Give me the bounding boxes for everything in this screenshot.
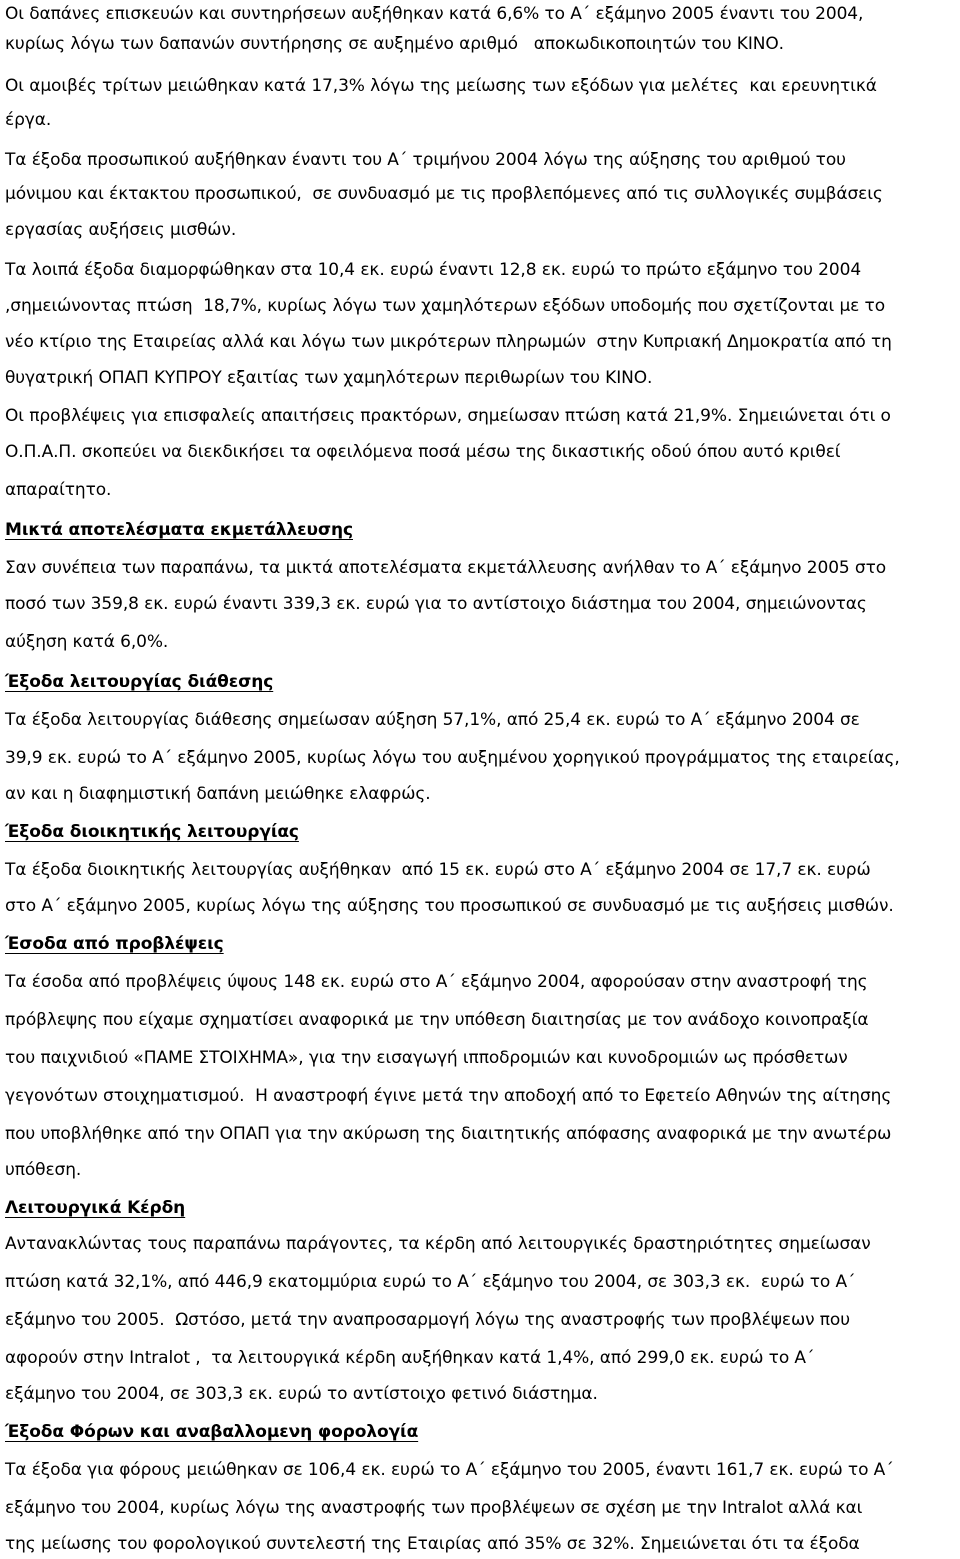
- text-line: εργασίας αυξήσεις μισθών.: [5, 220, 237, 240]
- text-line: εξάμηνο του 2004, σε 303,3 εκ. ευρώ το αντίστοιχο φετινό διάστημα.: [5, 1384, 598, 1404]
- text-line: Ο.Π.Α.Π. σκοπεύει να διεκδικήσει τα οφειλόμενα ποσά μέσω της δικαστικής οδού όπου αυτό κριθεί: [5, 442, 841, 462]
- text-line: Τα έσοδα από προβλέψεις ύψους 148 εκ. ευρώ στο Α΄ εξάμηνο 2004, αφορούσαν στην αναστροφή της: [5, 972, 868, 992]
- text-line: έργα.: [5, 110, 52, 130]
- text-line: στο Α΄ εξάμηνο 2005, κυρίως λόγω της αύξησης του προσωπικού σε συνδυασμό με τις αυξήσεις μισθών.: [5, 896, 894, 916]
- text-line: κυρίως λόγω των δαπανών συντήρησης σε αυξημένο αριθμό αποκωδικοποιητών του ΚΙΝΟ.: [5, 34, 784, 54]
- text-line: Τα έξοδα προσωπικού αυξήθηκαν έναντι του Α΄ τριμήνου 2004 λόγω της αύξησης του αριθμού του: [5, 150, 846, 170]
- text-line: υπόθεση.: [5, 1160, 82, 1180]
- section-heading: Λειτουργικά Κέρδη: [5, 1198, 186, 1218]
- text-line: του παιχνιδιού «ΠΑΜΕ ΣΤΟΙΧΗΜΑ», για την εισαγωγή ιπποδρομιών και κυνοδρομιών ως πρόσθετων: [5, 1048, 848, 1068]
- section-heading: Έσοδα από προβλέψεις: [5, 934, 224, 954]
- text-line: αν και η διαφημιστική δαπάνη μειώθηκε ελαφρώς.: [5, 784, 431, 804]
- text-line: αύξηση κατά 6,0%.: [5, 632, 169, 652]
- text-line: Τα έξοδα λειτουργίας διάθεσης σημείωσαν αύξηση 57,1%, από 25,4 εκ. ευρώ το Α΄ εξάμηνο 2004 σε: [5, 710, 860, 730]
- text-line: Οι αμοιβές τρίτων μειώθηκαν κατά 17,3% λόγω της μείωσης των εξόδων για μελέτες και ερευνητικά: [5, 76, 877, 96]
- text-line: Αντανακλώντας τους παραπάνω παράγοντες, τα κέρδη από λειτουργικές δραστηριότητες σημείωσαν: [5, 1234, 871, 1254]
- text-line: πτώση κατά 32,1%, από 446,9 εκατομμύρια ευρώ το Α΄ εξάμηνο του 2004, σε 303,3 εκ. ευρώ το Α΄: [5, 1272, 856, 1292]
- text-line: Οι προβλέψεις για επισφαλείς απαιτήσεις πρακτόρων, σημείωσαν πτώση κατά 21,9%. Σημειώνεται ότι ο: [5, 406, 891, 426]
- text-line: Σαν συνέπεια των παραπάνω, τα μικτά αποτελέσματα εκμετάλλευσης ανήλθαν το Α΄ εξάμηνο 2005 στο: [5, 558, 887, 578]
- text-line: μόνιμου και έκτακτου προσωπικού, σε συνδυασμό με τις προβλεπόμενες από τις συλλογικές συμβάσεις: [5, 184, 883, 204]
- text-line: πρόβλεψης που είχαμε σχηματίσει αναφορικά με την υπόθεση διαιτησίας με τον ανάδοχο κοινοπραξία: [5, 1010, 869, 1030]
- text-line: νέο κτίριο της Εταιρείας αλλά και λόγω των μικρότερων πληρωμών στην Κυπριακή Δημοκρατία από τη: [5, 332, 892, 352]
- text-line: ,σημειώνοντας πτώση 18,7%, κυρίως λόγω των χαμηλότερων εξόδων υποδομής που σχετίζονται με το: [5, 296, 885, 316]
- section-heading: Έξοδα διοικητικής λειτουργίας: [5, 822, 299, 842]
- text-line: της μείωσης του φορολογικού συντελεστή της Εταιρίας από 35% σε 32%. Σημειώνεται ότι τα έξοδα: [5, 1534, 860, 1554]
- text-line: Τα έξοδα διοικητικής λειτουργίας αυξήθηκαν από 15 εκ. ευρώ στο Α΄ εξάμηνο 2004 σε 17,7 εκ. ευρώ: [5, 860, 871, 880]
- text-line: 39,9 εκ. ευρώ το Α΄ εξάμηνο 2005, κυρίως λόγω του αυξημένου χορηγικού προγράμματος της εταιρείας,: [5, 748, 900, 768]
- text-line: Οι δαπάνες επισκευών και συντηρήσεων αυξήθηκαν κατά 6,6% το Α΄ εξάμηνο 2005 έναντι του 2004,: [5, 4, 864, 24]
- text-line: αφορούν στην Intralot , τα λειτουργικά κέρδη αυξήθηκαν κατά 1,4%, από 299,0 εκ. ευρώ το Α΄: [5, 1348, 815, 1368]
- text-line: εξάμηνο του 2005. Ωστόσο, μετά την αναπροσαρμογή λόγω της αναστροφής των προβλέψεων που: [5, 1310, 850, 1330]
- text-line: που υποβλήθηκε από την ΟΠΑΠ για την ακύρωση της διαιτητικής απόφασης αναφορικά με την ανωτέρω: [5, 1124, 892, 1144]
- text-line: γεγονότων στοιχηματισμού. Η αναστροφή έγινε μετά την αποδοχή από το Εφετείο Αθηνών της αίτησης: [5, 1086, 892, 1106]
- text-line: Τα έξοδα για φόρους μειώθηκαν σε 106,4 εκ. ευρώ το Α΄ εξάμηνο του 2005, έναντι 161,7 εκ. ευρώ το Α΄: [5, 1460, 894, 1480]
- text-line: Τα λοιπά έξοδα διαμορφώθηκαν στα 10,4 εκ. ευρώ έναντι 12,8 εκ. ευρώ το πρώτο εξάμηνο του 2004: [5, 260, 862, 280]
- section-heading: Μικτά αποτελέσματα εκμετάλλευσης: [5, 520, 353, 540]
- text-line: εξάμηνο του 2004, κυρίως λόγω της αναστροφής των προβλέψεων σε σχέση με την Intralot αλλά και: [5, 1498, 863, 1518]
- section-heading: Έξοδα λειτουργίας διάθεσης: [5, 672, 274, 692]
- text-line: απαραίτητο.: [5, 480, 112, 500]
- text-line: θυγατρική ΟΠΑΠ ΚΥΠΡΟΥ εξαιτίας των χαμηλότερων περιθωρίων του ΚΙΝΟ.: [5, 368, 653, 388]
- section-heading: Έξοδα Φόρων και αναβαλλομενη φορολογία: [5, 1422, 419, 1442]
- text-line: ποσό των 359,8 εκ. ευρώ έναντι 339,3 εκ. ευρώ για το αντίστοιχο διάστημα του 2004, σημειώνοντας: [5, 594, 867, 614]
